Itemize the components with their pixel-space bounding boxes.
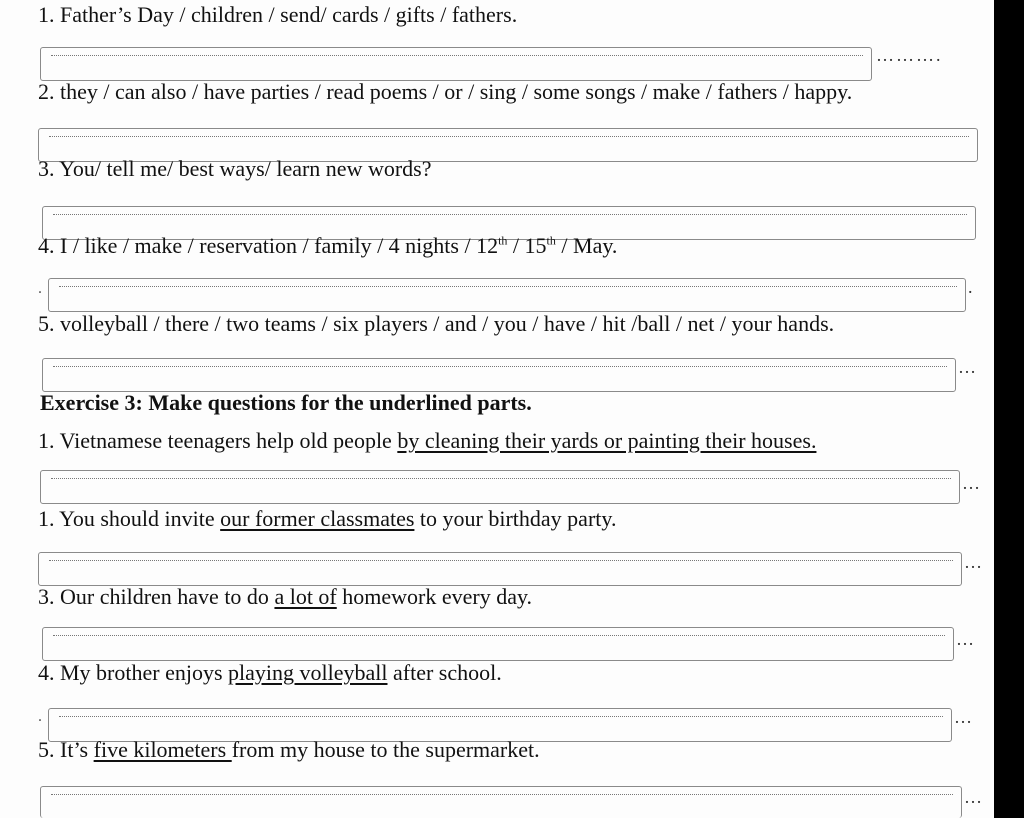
exercise2-item-5: 5. volleyball / there / two teams / six players / and / you / have / hit /ball / net / your hands. xyxy=(38,311,835,336)
ex3-item2-pre: 1. You should invite xyxy=(38,506,221,531)
ex3-item5-underlined: five kilometers xyxy=(93,737,232,762)
answer-dots-ex2-1: ………. xyxy=(876,45,943,65)
answer-box-ex2-1[interactable] xyxy=(40,47,872,81)
item4-text-b: / 15 xyxy=(507,233,547,258)
ex3-item5-pre: 5. It’s xyxy=(38,737,94,762)
item4-sup-2: th xyxy=(546,233,556,248)
answer-box-ex2-4[interactable] xyxy=(48,278,966,312)
exercise3-item-2 xyxy=(38,506,616,532)
answer-box-ex3-2[interactable] xyxy=(38,552,962,586)
answer-dots-ex3-5: … xyxy=(964,787,984,807)
lead-dot-ex3-4: . xyxy=(38,708,42,725)
ex3-item4-pre: 4. My brother enjoys xyxy=(38,660,229,685)
answer-box-ex3-5[interactable] xyxy=(40,786,962,818)
exercise2-item-1: 1. Father’s Day / children / send/ cards / gifts / fathers. xyxy=(38,2,518,27)
item4-text-c: / May. xyxy=(555,233,618,258)
answer-dots-ex3-4: … xyxy=(954,707,974,727)
ex3-item4-underlined: playing volleyball xyxy=(228,660,388,685)
answer-dots-ex3-3: … xyxy=(956,629,976,649)
answer-dots-ex3-2: … xyxy=(964,552,984,572)
ex3-item1-pre: 1. Vietnamese teenagers help old people xyxy=(38,428,398,453)
answer-dots-ex2-5: … xyxy=(958,357,978,377)
exercise3-item-3 xyxy=(38,584,532,610)
answer-box-ex2-5[interactable] xyxy=(42,358,956,392)
exercise3-item-4 xyxy=(38,660,502,686)
exercise2-item-4 xyxy=(38,233,617,259)
answer-dots-ex2-4: . xyxy=(968,277,975,297)
item4-sup-1: th xyxy=(498,233,508,248)
ex3-item3-post: homework every day. xyxy=(336,584,533,609)
ex3-item3-underlined: a lot of xyxy=(274,584,337,609)
lead-dot-ex2-4: . xyxy=(38,280,42,297)
exercise3-item-5 xyxy=(38,737,540,763)
answer-box-ex3-3[interactable] xyxy=(42,627,954,661)
ex3-item4-post: after school. xyxy=(387,660,502,685)
exercise2-item-2: 2. they / can also / have parties / read poems / or / sing / some songs / make / fathers / happy. xyxy=(38,79,853,104)
ex3-item2-underlined: our former classmates xyxy=(220,506,415,531)
ex3-item1-underlined: by cleaning their yards or painting their houses. xyxy=(397,428,817,453)
ex3-item3-pre: 3. Our children have to do xyxy=(38,584,275,609)
answer-box-ex3-1[interactable] xyxy=(40,470,960,504)
item4-text-a: 4. I / like / make / reservation / family / 4 nights / 12 xyxy=(38,233,499,258)
exercise2-item-3: 3. You/ tell me/ best ways/ learn new words? xyxy=(38,156,432,181)
exercise3-heading: Exercise 3: Make questions for the underlined parts. xyxy=(40,390,532,415)
answer-dots-ex3-1: … xyxy=(962,473,982,493)
exercise3-item-1 xyxy=(38,428,816,454)
ex3-item2-post: to your birthday party. xyxy=(414,506,617,531)
ex3-item5-post: from my house to the supermarket. xyxy=(231,737,540,762)
